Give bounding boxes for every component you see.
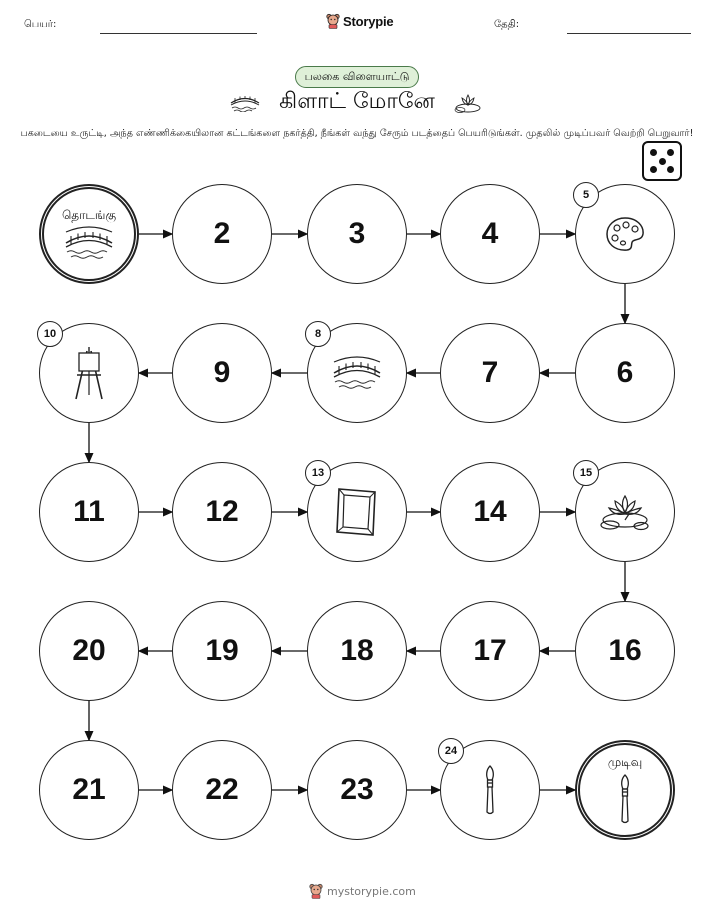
cell-number: 23 [340, 773, 374, 806]
bridge-icon [63, 226, 115, 260]
board-cell-9[interactable] [172, 323, 272, 423]
board-cell-20[interactable] [39, 601, 139, 701]
board-cell-12[interactable] [172, 462, 272, 562]
board-cell-2[interactable] [172, 184, 272, 284]
game-type-badge: பலகை விளையாட்டு [295, 66, 419, 88]
cell-number: 9 [213, 356, 231, 389]
board-cell-4[interactable] [440, 184, 540, 284]
board-cell-11[interactable] [39, 462, 139, 562]
cell-number-badge: 5 [573, 182, 599, 208]
palette-icon [604, 215, 646, 253]
footer-url[interactable]: mystorypie.com [327, 884, 416, 898]
name-label: பெயர்: [24, 19, 57, 30]
cell-number-badge: 13 [305, 460, 331, 486]
cell-number: 20 [72, 634, 106, 667]
cell-number: 11 [73, 495, 105, 528]
start-cell[interactable] [39, 184, 139, 284]
start-label: தொடங்கு [61, 208, 117, 222]
bridge-icon [331, 356, 383, 390]
board-cell-14[interactable] [440, 462, 540, 562]
finish-label: முடிவு [607, 755, 643, 769]
cell-number: 19 [205, 634, 239, 667]
cell-number-badge: 15 [573, 460, 599, 486]
cell-number: 6 [616, 356, 634, 389]
cell-number: 17 [473, 634, 507, 667]
paintbrush-icon [482, 764, 498, 816]
date-label: தேதி: [494, 19, 520, 30]
footer [309, 883, 416, 899]
instructions: பகடையை உருட்டி, அந்த எண்ணிக்கையிலான கட்டங்களை நகர்த்தி, நீங்கள் வந்து சேரும் படத்தைப் பெயரிடுங்கள். முதலில் முடிப்பவர் வெற்றி பெறுவார்! [20, 128, 694, 139]
cell-number-badge: 10 [37, 321, 63, 347]
page-title: கிளாட் மோனே [279, 89, 435, 114]
cell-number: 7 [481, 356, 499, 389]
frame-icon [335, 486, 379, 538]
cell-number: 12 [205, 495, 239, 528]
finish-cell[interactable] [575, 740, 675, 840]
cell-number: 3 [348, 217, 366, 250]
cell-number: 14 [473, 495, 507, 528]
brand-name: Storypie [343, 13, 394, 29]
easel-icon [72, 345, 106, 401]
cell-number: 16 [608, 634, 642, 667]
board-cell-21[interactable] [39, 740, 139, 840]
cell-number: 22 [205, 773, 239, 806]
board-cell-18[interactable] [307, 601, 407, 701]
cell-number-badge: 24 [438, 738, 464, 764]
board-cell-7[interactable] [440, 323, 540, 423]
board-cell-16[interactable] [575, 601, 675, 701]
cell-number: 21 [72, 773, 106, 806]
board-cell-6[interactable] [575, 323, 675, 423]
board-cell-22[interactable] [172, 740, 272, 840]
cell-number-badge: 8 [305, 321, 331, 347]
water-lily-icon [599, 492, 651, 532]
cell-number: 2 [213, 217, 231, 250]
cell-number: 4 [481, 217, 499, 250]
board-cell-17[interactable] [440, 601, 540, 701]
board-cell-3[interactable] [307, 184, 407, 284]
board-cell-23[interactable] [307, 740, 407, 840]
board-cell-19[interactable] [172, 601, 272, 701]
cell-number: 18 [340, 634, 374, 667]
paintbrush-icon [617, 773, 633, 825]
bear-mascot-icon [309, 883, 323, 899]
